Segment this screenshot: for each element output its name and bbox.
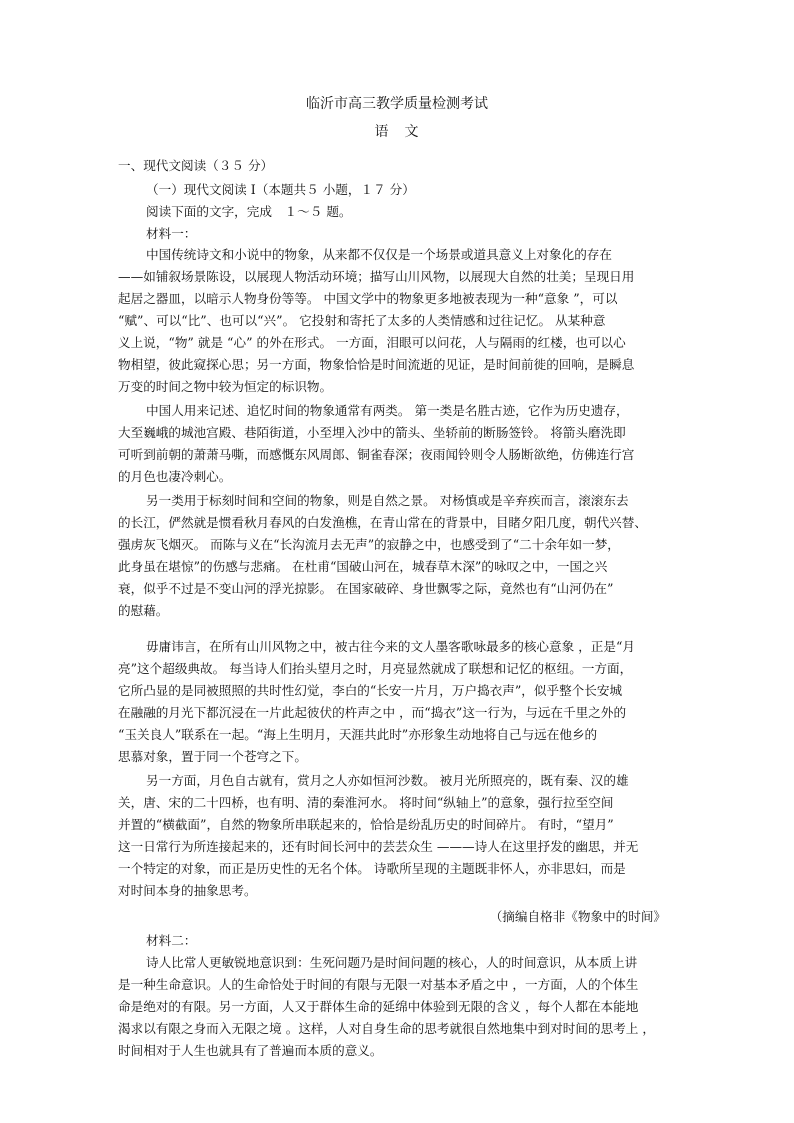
text-line: 强虏灰飞烟灭。 而陈与义在“长沟流月去无声”的寂静之中，也感受到了“二十余年如一梦， [118,537,620,552]
subject-title: 语 文 [374,124,420,140]
text-line: 时间相对于人生也就具有了普遍而本质的意义。 [118,1043,383,1058]
text-line: 大至巍峨的城池宫殿、巷陌街道，小至埋入沙中的箭头、坐轿前的断肠签铃。 将箭头磨洗即 [118,425,626,440]
sub-heading: （一）现代文阅读 I（本题共５ 小题，１７ 分） [146,182,415,197]
instruction: 阅读下面的文字，完成 １～５ 题。 [146,204,352,219]
text-line: 物相望，彼此窥探心思；另一方面，物象恰恰是时间流逝的见证，是时间前徙的回响，是瞬息 [118,357,635,372]
text-line: 此身虽在堪惊”的伤感与悲痛。 在杜甫“国破山河在，城春草木深”的咏叹之中，一国之兴 [118,559,608,574]
source-citation: （摘编自格非《物象中的时间》 [489,909,666,924]
text-line: 的长江，俨然就是惯看秋月春风的白发渔樵，在青山常在的背景中，目睹夕阳几度，朝代兴替、 [118,515,647,530]
text-line: 中国传统诗文和小说中的物象，从来都不仅仅是一个场景或道具意义上对象化的存在 [146,247,612,262]
material1-label: 材料一： [146,226,197,241]
text-line: 这一日常行为所连接起来的，还有时间长河中的芸芸众生 ———诗人在这里抒发的幽思，并无 [118,839,639,854]
text-line: 是一种生命意识。人的生命恰处于时间的有限与无限一对基本矛盾之中 ，一方面，人的个体生 [118,977,639,992]
text-line: 可听到前朝的萧萧马嘶，而感慨东风周郎、铜雀春深；夜雨闻铃则令人肠断欲绝，仿佛连行宫 [118,447,635,462]
text-line: 另一方面，月色自古就有，赏月之人亦如恒河沙数。 被月光所照亮的，既有秦、汉的雄 [146,773,629,788]
text-line: 它所凸显的是同被照照的共时性幻觉，李白的“长安一片月，万户捣衣声”，似乎整个长安城 [118,683,623,698]
text-line: 并置的“横截面”，自然的物象所串联起来的，恰恰是纷乱历史的时间碎片。 有时，“望月” [118,817,614,832]
text-line: 亮”这个超级典故。 每当诗人们抬头望月之时，月亮显然就成了联想和记忆的枢纽。一方面， [118,661,633,676]
text-line: 对时间本身的抽象思考。 [118,883,257,898]
text-line: 命是绝对的有限。另一方面，人又于群体生命的延绵中体验到无限的含义 ，每个人都在本能地 [118,999,639,1014]
text-line: 关，唐、宋的二十四桥，也有明、清的秦淮河水。 将时间“纵轴上”的意象，强行拉至空间 [118,795,614,810]
text-line: 另一类用于标刻时间和空间的物象，则是自然之景。 对杨慎或是辛弃疾而言，滚滚东去 [146,493,629,508]
text-line: 的月色也凄冷刺心。 [118,469,232,484]
text-line: 万变的时间之物中较为恒定的标识物。 [118,379,333,394]
section-heading: 一、现代文阅读（３５ 分） [118,158,274,173]
text-line: ——如铺叙场景陈设，以展现人物活动环境；描写山川风物，以展现大自然的壮美；呈现日用 [118,269,635,284]
text-line: 义上说，“物” 就是 “心” 的外在形式。 一方面，泪眼可以问花，人与隔雨的红楼，也可以心 [118,335,626,350]
text-line: 中国人用来记述、追忆时间的物象通常有两类。 第一类是名胜古迹，它作为历史遗存， [146,403,629,418]
material2-label: 材料二： [146,933,197,948]
text-line: 渴求以有限之身而入无限之境 。这样，人对自身生命的思考就很自然地集中到对时间的思考上 ， [118,1021,655,1036]
text-line: 的慰藉。 [118,603,169,618]
text-line: 诗人比常人更敏锐地意识到：生死问题乃是时间问题的核心，人的时间意识，从本质上讲 [146,955,638,970]
text-line: 一个特定的对象，而正是历史性的无名个体。 诗歌所呈现的主题既非怀人，亦非思妇，而是 [118,861,626,876]
text-line: “赋”、可以“比”、也可以“兴”。 它投射和寄托了太多的人类情感和过往记忆。 从某种意 [118,313,606,328]
text-line: “玉关良人”联系在一起。“海上生明月，天涯共此时”亦形象生动地将自己与远在他乡的 [118,727,598,742]
text-line: 思慕对象，置于同一个苍穹之下。 [118,749,307,764]
text-line: 毋庸讳言，在所有山川风物之中，被古往今来的文人墨客歌咏最多的核心意象 ，正是“月 [146,639,636,654]
text-line: 起居之器皿，以暗示人物身份等等。 中国文学中的物象更多地被表现为一种“意象 ”，可以 [118,291,618,306]
text-line: 在融融的月光下都沉浸在一片此起彼伏的杵声之中 ，而“捣衣”这一行为，与远在千里之外的 [118,705,627,720]
text-line: 衰，似乎不过是不变山河的浮光掠影。 在国家破碎、身世飘零之际，竟然也有“山河仍在” [118,581,614,596]
page-title: 临沂市高三教学质量检测考试 [306,96,488,112]
